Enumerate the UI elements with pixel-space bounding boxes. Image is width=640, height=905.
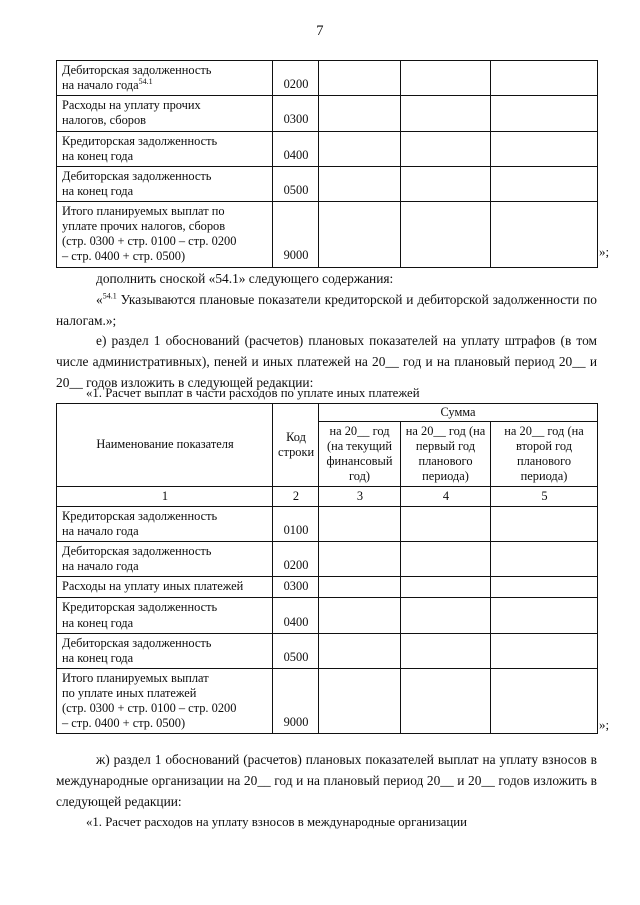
table-body bbox=[57, 61, 598, 268]
row-label-line: (стр. 0300 + стр. 0100 – стр. 0200 bbox=[62, 234, 237, 249]
header-line: (на второй год bbox=[515, 424, 584, 453]
table-other-taxes-fees bbox=[56, 60, 598, 268]
row-label-line: Дебиторская задолженность bbox=[62, 63, 212, 77]
row-label-cell bbox=[57, 61, 273, 96]
table-row bbox=[57, 598, 598, 633]
header-indicator-name: Наименование показателя bbox=[57, 404, 273, 487]
column-number-2: 2 bbox=[273, 486, 319, 506]
table-other-payments-calculation bbox=[56, 403, 598, 734]
row-code-cell: 0200 bbox=[273, 61, 319, 96]
value-cell-col5[interactable] bbox=[491, 542, 598, 577]
row-label-line: – стр. 0400 + стр. 0500) bbox=[62, 249, 186, 264]
row-code-cell: 0300 bbox=[273, 96, 319, 131]
row-label-cell bbox=[57, 166, 273, 201]
value-cell-col5[interactable] bbox=[491, 506, 598, 541]
row-label-line: на начало года bbox=[62, 559, 139, 574]
value-cell-col5[interactable] bbox=[491, 633, 598, 668]
value-cell-col3[interactable] bbox=[319, 542, 401, 577]
row-label-cell bbox=[57, 96, 273, 131]
row-code-cell: 9000 bbox=[273, 202, 319, 268]
paragraph-footnote-54-1 bbox=[56, 289, 597, 331]
row-label-line: Кредиторская задолженность bbox=[62, 508, 218, 523]
table-row bbox=[57, 506, 598, 541]
value-cell-col3[interactable] bbox=[319, 61, 401, 96]
value-cell-col5[interactable] bbox=[491, 577, 598, 598]
column-number-3: 3 bbox=[319, 486, 401, 506]
value-cell-col3[interactable] bbox=[319, 577, 401, 598]
header-line: планового bbox=[516, 453, 572, 468]
row-label-line: уплате прочих налогов, сборов bbox=[62, 219, 226, 234]
row-label-cell bbox=[57, 542, 273, 577]
header-line: (на текущий bbox=[326, 439, 393, 453]
value-cell-col3[interactable] bbox=[319, 166, 401, 201]
value-cell-col5[interactable] bbox=[491, 131, 598, 166]
header-line: на 20__ год bbox=[504, 424, 565, 439]
column-number-1: 1 bbox=[57, 486, 273, 506]
table-header bbox=[57, 404, 598, 507]
row-label-cell bbox=[57, 202, 273, 268]
value-cell-col4[interactable] bbox=[401, 131, 491, 166]
value-cell-col3[interactable] bbox=[319, 506, 401, 541]
table-row-total bbox=[57, 202, 598, 268]
row-code-cell: 0400 bbox=[273, 598, 319, 633]
row-label-line: на конец года bbox=[62, 183, 134, 198]
header-line: периода) bbox=[520, 468, 568, 483]
value-cell-col4[interactable] bbox=[401, 633, 491, 668]
header-code-line1: Код bbox=[286, 429, 306, 444]
row-label-line: на начало года$^{54.1}$ bbox=[62, 77, 153, 93]
header-line: периода) bbox=[422, 468, 469, 483]
value-cell-col3[interactable] bbox=[319, 131, 401, 166]
value-cell-col4[interactable] bbox=[401, 668, 491, 734]
header-sum-col-current-year bbox=[319, 422, 401, 487]
table-row bbox=[57, 633, 598, 668]
row-label-cell bbox=[57, 633, 273, 668]
row-label-line: Дебиторская задолженность bbox=[62, 168, 212, 183]
row-label-cell bbox=[57, 577, 273, 598]
header-code-line2: строки bbox=[278, 444, 315, 459]
row-label-line: Кредиторская задолженность bbox=[62, 133, 218, 148]
header-line: финансовый bbox=[326, 453, 393, 468]
value-cell-col3[interactable] bbox=[319, 202, 401, 268]
table3-title: «1. Расчет расходов на уплату взносов в международные организации bbox=[86, 815, 467, 829]
table-row bbox=[57, 61, 598, 96]
value-cell-col5[interactable] bbox=[491, 202, 598, 268]
value-cell-col5[interactable] bbox=[491, 668, 598, 734]
table2-closing-mark: »; bbox=[599, 717, 610, 732]
value-cell-col5[interactable] bbox=[491, 166, 598, 201]
value-cell-col4[interactable] bbox=[401, 166, 491, 201]
value-cell-col3[interactable] bbox=[319, 633, 401, 668]
table-row-total bbox=[57, 668, 598, 734]
header-line: на 20__ год bbox=[329, 424, 390, 439]
table-body bbox=[57, 506, 598, 734]
table-row bbox=[57, 131, 598, 166]
header-line: (на первый год bbox=[415, 424, 486, 453]
footnote-text: Указываются плановые показатели кредиторской и дебиторской задолженности по налогам.»; bbox=[56, 292, 597, 328]
column-number-5: 5 bbox=[491, 486, 598, 506]
row-label-cell bbox=[57, 668, 273, 734]
paragraph-item-zh: ж) раздел 1 обоснований (расчетов) плановых показателей выплат на уплату взносов в международные организации на 20__ год и на плановый период 20__ и 20__ годов изложить в следующей редакции: bbox=[56, 752, 597, 809]
value-cell-col5[interactable] bbox=[491, 61, 598, 96]
table-row bbox=[57, 166, 598, 201]
table1-closing-mark: »; bbox=[599, 244, 610, 259]
value-cell-col4[interactable] bbox=[401, 598, 491, 633]
column-number-4: 4 bbox=[401, 486, 491, 506]
value-cell-col4[interactable] bbox=[401, 96, 491, 131]
row-label-line: на конец года bbox=[62, 615, 134, 630]
row-label-line: на начало года bbox=[62, 523, 139, 538]
header-row-top bbox=[57, 404, 598, 422]
paragraph-dopolnit: дополнить сноской «54.1» следующего содержания: bbox=[96, 271, 394, 286]
value-cell-col5[interactable] bbox=[491, 598, 598, 633]
value-cell-col4[interactable] bbox=[401, 542, 491, 577]
table-row bbox=[57, 542, 598, 577]
row-code-cell: 9000 bbox=[273, 668, 319, 734]
quote-open: « bbox=[96, 292, 103, 307]
footnote-marker: 54.1 bbox=[138, 77, 153, 86]
row-label-line: налогов, сборов bbox=[62, 113, 147, 128]
value-cell-col4[interactable] bbox=[401, 61, 491, 96]
row-label-cell bbox=[57, 131, 273, 166]
value-cell-col4[interactable] bbox=[401, 202, 491, 268]
row-label-line: Итого планируемых выплат bbox=[62, 670, 209, 685]
row-label-line: Дебиторская задолженность bbox=[62, 635, 212, 650]
table-row bbox=[57, 96, 598, 131]
paragraph-item-e: е) раздел 1 обоснований (расчетов) плановых показателей на уплату штрафов (в том числе административных), пеней и иных платежей на 20__ год и на плановый период 20__ и 20__ годов изложить в следующей редакции: bbox=[56, 333, 597, 390]
header-row-code bbox=[273, 404, 319, 487]
header-group-sum: Сумма bbox=[319, 404, 598, 422]
value-cell-col3[interactable] bbox=[319, 598, 401, 633]
row-label-cell bbox=[57, 506, 273, 541]
row-label-cell bbox=[57, 598, 273, 633]
row-label-line: (стр. 0300 + стр. 0100 – стр. 0200 bbox=[62, 701, 237, 716]
header-sum-col-first-planning-year bbox=[401, 422, 491, 487]
footnote-number: 54.1 bbox=[102, 291, 117, 301]
row-code-cell: 0500 bbox=[273, 166, 319, 201]
value-cell-col4[interactable] bbox=[401, 577, 491, 598]
row-code-cell: 0400 bbox=[273, 131, 319, 166]
row-label-line: Расходы на уплату прочих bbox=[62, 98, 201, 113]
row-label-line: Кредиторская задолженность bbox=[62, 600, 218, 615]
value-cell-col4[interactable] bbox=[401, 506, 491, 541]
row-code-cell: 0200 bbox=[273, 542, 319, 577]
row-label-line: – стр. 0400 + стр. 0500) bbox=[62, 716, 186, 731]
header-line: год) bbox=[348, 468, 371, 483]
row-label-line: по уплате иных платежей bbox=[62, 686, 197, 700]
value-cell-col3[interactable] bbox=[319, 96, 401, 131]
header-line: на 20__ год bbox=[405, 424, 466, 439]
table2-title: «1. Расчет выплат в части расходов по уплате иных платежей bbox=[86, 386, 420, 400]
row-code-cell: 0100 bbox=[273, 506, 319, 541]
row-label-line: Расходы на уплату иных платежей bbox=[62, 579, 244, 594]
row-label-line: Дебиторская задолженность bbox=[62, 544, 212, 558]
header-sum-col-second-planning-year bbox=[491, 422, 598, 487]
table-row bbox=[57, 577, 598, 598]
row-label-line: на конец года bbox=[62, 650, 134, 665]
value-cell-col5[interactable] bbox=[491, 96, 598, 131]
header-line: планового bbox=[418, 453, 473, 468]
header-row-numbering bbox=[57, 486, 598, 506]
page-number: 7 bbox=[316, 23, 324, 39]
row-label-line: на конец года bbox=[62, 148, 134, 163]
row-code-cell: 0500 bbox=[273, 633, 319, 668]
value-cell-col3[interactable] bbox=[319, 668, 401, 734]
row-code-cell: 0300 bbox=[273, 577, 319, 598]
row-label-line: Итого планируемых выплат по bbox=[62, 204, 225, 218]
